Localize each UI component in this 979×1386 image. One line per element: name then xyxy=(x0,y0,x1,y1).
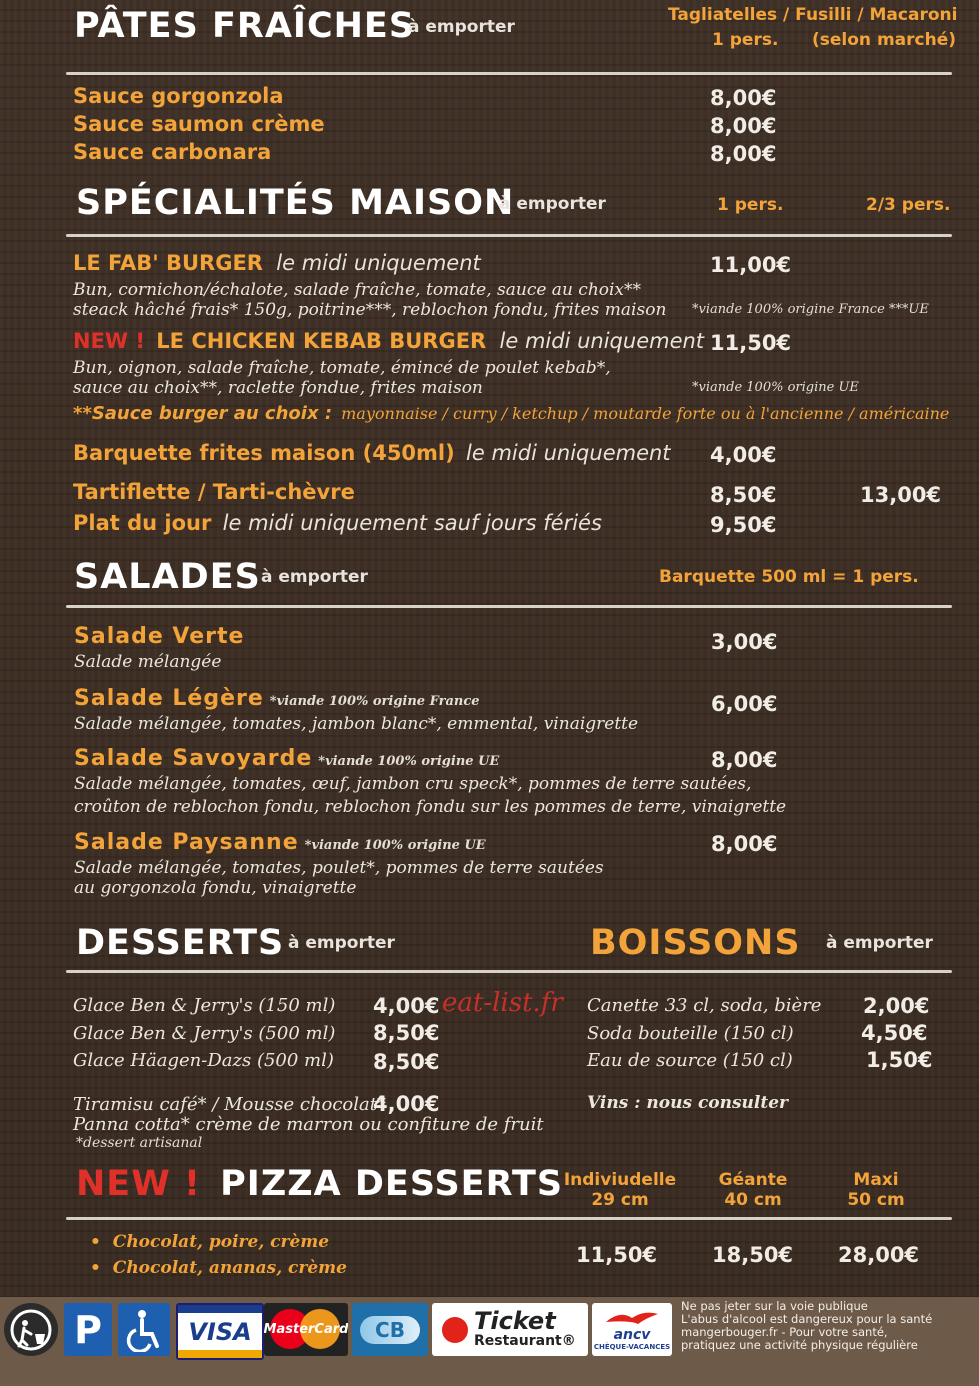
frites-note: le midi uniquement xyxy=(466,441,671,465)
sauce-line xyxy=(73,403,949,424)
ancv-sub: CHÈQUE-VACANCES xyxy=(593,1342,671,1351)
salade-price: 8,00€ xyxy=(711,832,778,856)
dessert-price: 8,50€ xyxy=(373,1050,440,1074)
new-badge: NEW ! xyxy=(76,1164,201,1204)
visa-logo xyxy=(176,1303,264,1360)
salade-name xyxy=(74,830,486,855)
ticket-restaurant-logo xyxy=(432,1303,588,1356)
kebab-note: le midi uniquement xyxy=(499,329,705,353)
desserts-emporter: à emporter xyxy=(288,933,395,953)
pates-col-a: 1 pers. xyxy=(712,30,779,50)
dessert-price: 4,00€ xyxy=(373,994,440,1018)
boisson-name: Canette 33 cl, soda, bière xyxy=(587,995,822,1016)
boisson-price: 1,50€ xyxy=(866,1048,933,1072)
visa-stripe xyxy=(178,1350,262,1358)
size-cm: 29 cm xyxy=(591,1190,649,1210)
pates-item-price: 8,00€ xyxy=(710,86,777,110)
salade-name: Salade Verte xyxy=(74,624,245,649)
burger-desc: Bun, cornichon/échalote, salade fraîche, tomate, sauce au choix** xyxy=(73,280,642,300)
kebab-price: 11,50€ xyxy=(710,331,792,355)
size-cm: 50 cm xyxy=(847,1190,905,1210)
specialites-col-2: 2/3 pers. xyxy=(866,195,951,215)
kebab-desc: Bun, oignon, salade fraîche, tomate, émincé de poulet kebab*, xyxy=(73,358,611,378)
panna-cotta: Panna cotta* crème de marron ou confiture de fruit xyxy=(73,1114,544,1135)
pates-item-name: Sauce gorgonzola xyxy=(73,84,284,108)
new-badge: NEW ! xyxy=(73,329,145,353)
visa-card xyxy=(178,1305,262,1358)
ancv-bird-icon xyxy=(602,1308,662,1328)
dessert-name: Glace Ben & Jerry's (150 ml) xyxy=(73,995,336,1016)
legal-line: L'abus d'alcool est dangereux pour la santé xyxy=(681,1312,933,1326)
salade-desc: Salade mélangée xyxy=(74,652,222,672)
frites-name xyxy=(73,441,671,465)
salade-desc: croûton de reblochon fondu, reblochon fondu sur les pommes de terre, vinaigrette xyxy=(74,797,787,817)
pizza-flavor xyxy=(90,1258,347,1278)
ancv-text: ancv xyxy=(613,1326,651,1343)
visa-text: VISA xyxy=(188,1317,252,1346)
frites-price: 4,00€ xyxy=(710,443,777,467)
pates-col-header: Tagliatelles / Fusilli / Macaroni xyxy=(668,5,958,25)
ticket-text xyxy=(474,1309,576,1350)
burger-desc: steack hâché frais* 150g, poitrine***, reblochon fondu, frites maison xyxy=(73,300,667,320)
pates-col-b: (selon marché) xyxy=(812,30,956,50)
tiramisu-name: Tiramisu café* / Mousse chocolat* xyxy=(73,1094,386,1115)
pates-item-price: 8,00€ xyxy=(710,142,777,166)
ticket-word: Ticket xyxy=(474,1307,556,1335)
burger-price: 11,00€ xyxy=(710,253,792,277)
parking-icon: P xyxy=(64,1303,112,1356)
salade-desc: au gorgonzola fondu, vinaigrette xyxy=(74,878,357,898)
desserts-title: DESSERTS xyxy=(76,923,285,963)
accessibility-icon xyxy=(118,1303,170,1356)
pizza-price: 18,50€ xyxy=(712,1243,794,1267)
pizza-price: 11,50€ xyxy=(576,1243,658,1267)
salade-desc: Salade mélangée, tomates, jambon blanc*, emmental, vinaigrette xyxy=(74,714,639,734)
vins-note: Vins : nous consulter xyxy=(587,1093,789,1113)
size-label: Indiviudelle xyxy=(563,1170,677,1190)
boisson-price: 4,50€ xyxy=(861,1021,928,1045)
salades-col: Barquette 500 ml = 1 pers. xyxy=(659,567,919,587)
pizza-size-header xyxy=(712,1168,794,1208)
kebab-origin: *viande 100% origine UE xyxy=(692,380,859,395)
boissons-title: BOISSONS xyxy=(590,923,801,963)
legal-line: pratiquez une activité physique régulière xyxy=(681,1338,918,1352)
plat-price: 9,50€ xyxy=(710,513,777,537)
kebab-title: LE CHICKEN KEBAB BURGER xyxy=(156,329,487,353)
salade-price: 8,00€ xyxy=(711,748,778,772)
salade-name xyxy=(74,746,499,771)
sauce-label: **Sauce burger au choix : xyxy=(73,403,333,424)
tiramisu-price: 4,00€ xyxy=(373,1092,440,1116)
bullet-icon: • xyxy=(90,1258,101,1278)
pizza-title-text: PIZZA DESSERTS xyxy=(220,1164,564,1204)
specialites-emporter: à emporter xyxy=(499,194,606,214)
salade-title: Salade Légère xyxy=(74,686,264,711)
sauce-list: mayonnaise / curry / ketchup / moutarde forte ou à l'ancienne / américaine xyxy=(341,404,950,423)
plat-note: le midi uniquement sauf jours fériés xyxy=(222,511,602,535)
flavor-label: Chocolat, ananas, crème xyxy=(112,1258,347,1278)
pizza-size-header xyxy=(562,1168,678,1208)
divider xyxy=(66,72,952,75)
mastercard-logo xyxy=(264,1303,348,1356)
pates-item-name: Sauce saumon crème xyxy=(73,112,325,136)
artisanal-note: *dessert artisanal xyxy=(76,1135,203,1151)
pizza-title xyxy=(76,1164,563,1204)
salade-origin: *viande 100% origine UE xyxy=(318,754,500,769)
tartiflette-price-large: 13,00€ xyxy=(860,483,942,507)
dessert-name: Glace Ben & Jerry's (500 ml) xyxy=(73,1023,336,1044)
burger-note: le midi uniquement xyxy=(276,251,481,275)
salade-desc: Salade mélangée, tomates, œuf, jambon cru speck*, pommes de terre sautées, xyxy=(74,774,752,794)
burger-origin: *viande 100% origine France ***UE xyxy=(692,302,929,317)
cb-text: CB xyxy=(360,1316,420,1344)
pates-title: PÂTES FRAÎCHES xyxy=(74,6,416,46)
divider xyxy=(66,605,952,608)
divider xyxy=(66,970,952,973)
bullet-icon: • xyxy=(90,1232,101,1252)
burger-title: LE FAB' BURGER xyxy=(73,251,263,275)
legal-line: Ne pas jeter sur la voie publique xyxy=(681,1299,868,1313)
size-cm: 40 cm xyxy=(724,1190,782,1210)
flavor-label: Chocolat, poire, crème xyxy=(112,1232,330,1252)
kebab-name xyxy=(73,329,704,353)
frites-title: Barquette frites maison (450ml) xyxy=(73,441,455,465)
salade-name xyxy=(74,686,480,711)
ancv-logo xyxy=(592,1303,672,1356)
salade-price: 3,00€ xyxy=(711,630,778,654)
pates-emporter: à emporter xyxy=(408,17,515,37)
ticket-dot-icon xyxy=(442,1317,468,1343)
cb-logo xyxy=(352,1303,428,1356)
dessert-name: Glace Häagen-Dazs (500 ml) xyxy=(73,1050,334,1071)
boisson-name: Soda bouteille (150 cl) xyxy=(587,1023,794,1044)
salade-title: Salade Savoyarde xyxy=(74,746,313,771)
recycle-icon xyxy=(4,1303,58,1356)
salade-title: Salade Paysanne xyxy=(74,830,299,855)
salade-origin: *viande 100% origine UE xyxy=(304,838,486,853)
divider xyxy=(66,234,952,237)
burger-name xyxy=(73,251,481,275)
legal-notice xyxy=(681,1300,932,1352)
specialites-col-1: 1 pers. xyxy=(717,195,784,215)
salades-title: SALADES xyxy=(74,557,261,597)
watermark: eat-list.fr xyxy=(442,988,563,1018)
tartiflette-price: 8,50€ xyxy=(710,483,777,507)
size-label: Géante xyxy=(718,1170,788,1190)
divider xyxy=(66,1217,952,1220)
boisson-name: Eau de source (150 cl) xyxy=(587,1050,793,1071)
kebab-desc: sauce au choix**, raclette fondue, frites maison xyxy=(73,378,483,398)
salade-desc: Salade mélangée, tomates, poulet*, pommes de terre sautées xyxy=(74,858,604,878)
pizza-flavor xyxy=(90,1232,329,1252)
salade-origin: *viande 100% origine France xyxy=(269,694,480,709)
pates-item-price: 8,00€ xyxy=(710,114,777,138)
tartiflette-name: Tartiflette / Tarti-chèvre xyxy=(73,480,355,504)
size-label: Maxi xyxy=(853,1170,899,1190)
dessert-price: 8,50€ xyxy=(373,1021,440,1045)
pizza-size-header xyxy=(842,1168,910,1208)
legal-line: mangerbouger.fr - Pour votre santé, xyxy=(681,1325,888,1339)
salades-emporter: à emporter xyxy=(261,567,368,587)
plat-name xyxy=(73,511,602,535)
restaurant-word: Restaurant® xyxy=(474,1333,576,1349)
mastercard-text: MasterCard xyxy=(264,1322,348,1337)
boissons-emporter: à emporter xyxy=(826,933,933,953)
plat-title: Plat du jour xyxy=(73,511,212,535)
pates-item-name: Sauce carbonara xyxy=(73,140,272,164)
pizza-price: 28,00€ xyxy=(838,1243,920,1267)
visa-stripe xyxy=(178,1305,262,1313)
boisson-price: 2,00€ xyxy=(863,994,930,1018)
specialites-title: SPÉCIALITÉS MAISON xyxy=(76,183,515,223)
salade-price: 6,00€ xyxy=(711,692,778,716)
